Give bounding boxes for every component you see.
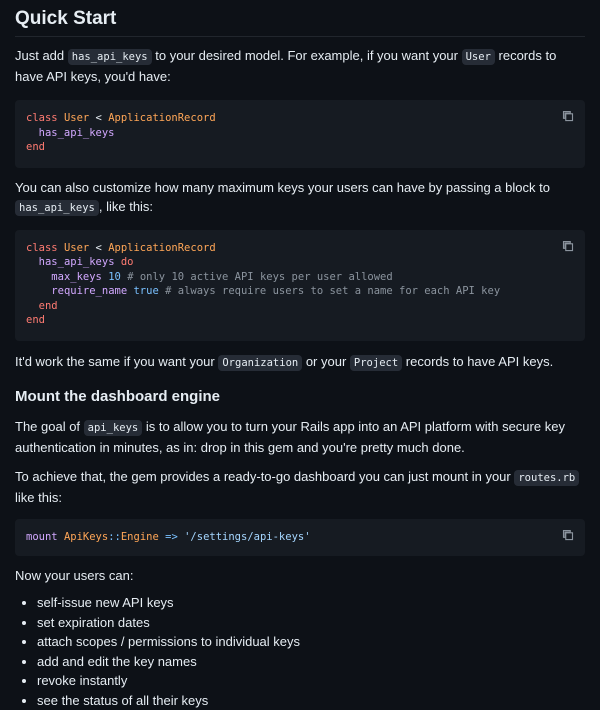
inline-code: has_api_keys — [15, 200, 99, 216]
code-block-basic: class User < ApplicationRecord has_api_keys end — [15, 100, 585, 168]
copy-icon[interactable] — [562, 240, 574, 252]
code-block-mount: mount ApiKeys::Engine => '/settings/api-keys' — [15, 519, 585, 557]
copy-icon[interactable] — [562, 110, 574, 122]
customize-paragraph: You can also customize how many maximum keys your users can have by passing a block to has_api_keys , like this: — [15, 178, 585, 218]
list-item: • set expiration dates — [37, 613, 585, 633]
list-item: • see the status of all their keys — [37, 691, 585, 710]
intro-paragraph: Just add has_api_keys to your desired model. For example, if you want your User records to have API keys, you'd have: — [15, 46, 585, 86]
heading-quick-start: Quick Start — [15, 0, 585, 37]
copy-icon[interactable] — [562, 529, 574, 541]
now-paragraph: Now your users can: — [15, 566, 585, 585]
inline-code: Organization — [218, 355, 302, 371]
heading-mount-engine: Mount the dashboard engine — [15, 387, 585, 407]
feature-list — [15, 593, 585, 710]
inline-code: Project — [350, 355, 402, 371]
inline-code: has_api_keys — [68, 49, 152, 65]
achieve-paragraph: To achieve that, the gem provides a ready-to-go dashboard you can just mount in your routes.rb like this: — [15, 467, 585, 507]
list-item: • attach scopes / permissions to individual keys — [37, 632, 585, 652]
code-block-custom: class User < ApplicationRecord has_api_keys do max_keys 10 # only 10 active API keys per user allowed require_name true # always require users to set a name for each API key end end — [15, 230, 585, 341]
goal-paragraph: The goal of api_keys is to allow you to turn your Rails app into an API platform with secure key authentication in minutes, as in: drop in this gem and you're pretty much done. — [15, 417, 585, 457]
same-paragraph: It'd work the same if you want your Organization or your Project records to have API keys. — [15, 352, 585, 373]
list-item: • revoke instantly — [37, 671, 585, 691]
inline-code: User — [462, 49, 495, 65]
list-item: • add and edit the key names — [37, 652, 585, 672]
inline-code: routes.rb — [514, 470, 579, 486]
list-item: • self-issue new API keys — [37, 593, 585, 613]
inline-code: api_keys — [84, 420, 143, 436]
